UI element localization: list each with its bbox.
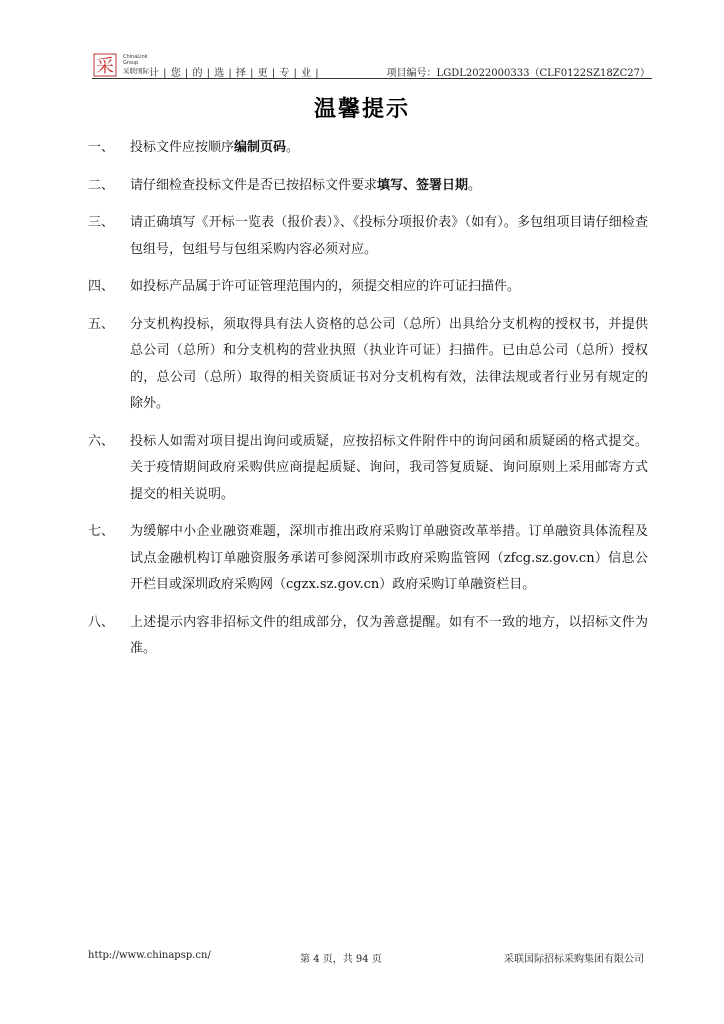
- project-number: 项目编号：LGDL2022000333（CLF0122SZ18ZC27）: [386, 68, 650, 79]
- list-item: [88, 274, 648, 301]
- list-item: [88, 210, 648, 263]
- company-logo: [92, 52, 120, 78]
- header-divider: [92, 78, 652, 79]
- list-item-text: [130, 173, 648, 200]
- footer-url: http://www.chinapsp.cn/: [88, 950, 211, 961]
- list-item-number: 六、: [88, 433, 115, 449]
- logo-glyph: 采: [96, 56, 114, 77]
- body-text: 上述提示内容非招标文件的组成部分，仅为善意提醒。如有不一致的地方，以招标文件为准。: [130, 614, 648, 656]
- logo-chinese-name: 采联国际: [123, 67, 149, 75]
- list-item: [88, 173, 648, 200]
- body-text: 请仔细检查投标文件是否已按招标文件要求: [130, 177, 378, 193]
- body-text: 请正确填写《开标一览表（报价表）》、《投标分项报价表》（如有）。多包组项目请仔细检查包组号，包组号与包组采购内容必须对应。: [130, 215, 648, 257]
- list-item-text: [130, 210, 648, 263]
- page-header: [92, 52, 652, 80]
- list-item: [88, 519, 648, 599]
- list-item-number: 二、: [88, 177, 115, 193]
- list-item-text: [130, 274, 648, 301]
- page-footer: [88, 950, 648, 966]
- list-item-text: [130, 610, 648, 663]
- list-item: [88, 135, 648, 162]
- body-text: 投标人如需对项目提出询问或质疑，应按招标文件附件中的询问函和质疑函的格式提交。关于疫情期间政府采购供应商提起质疑、询问，我司答复质疑、询问原则上采用邮寄方式提交的相关说明。: [130, 433, 648, 502]
- list-item-number: 五、: [88, 316, 115, 332]
- body-text: 。: [468, 177, 482, 193]
- logo-english-name: ChinaLink Group: [123, 54, 148, 66]
- body-text: 如投标产品属于许可证管理范围内的，须提交相应的许可证扫描件。: [130, 279, 521, 294]
- list-item-number: 四、: [88, 279, 115, 294]
- list-item: [88, 429, 648, 509]
- emphasis-text: 填写、签署日期: [377, 177, 469, 193]
- header-slogan: 计 | 您 | 的 | 选 | 择 | 更 | 专 | 业 |: [149, 68, 320, 79]
- list-item-number: 七、: [88, 524, 115, 539]
- footer-company: 采联国际招标采购集团有限公司: [504, 954, 644, 965]
- page-title: 温馨提示: [313, 97, 410, 122]
- list-item-text: [130, 135, 648, 162]
- body-text: 分支机构投标，须取得具有法人资格的总公司（总所）出具给分支机构的授权书，并提供总公司（总所）和分支机构的营业执照（执业许可证）扫描件。已由总公司（总所）授权的，总公司（总所）取得的相关资质证书对分支机构有效，法律法规或者行业另有规定的除外。: [130, 316, 648, 411]
- body-text: 。: [286, 140, 300, 155]
- list-item-text: [130, 429, 648, 509]
- list-item: [88, 312, 648, 418]
- footer-page-number: 第 4 页，共 94 页: [300, 954, 382, 965]
- list-item-number: 一、: [88, 140, 115, 155]
- tips-list: [88, 135, 648, 674]
- body-text: 投标文件应按顺序: [130, 140, 235, 155]
- list-item-number: 三、: [88, 215, 115, 230]
- list-item-text: [130, 519, 648, 599]
- emphasis-text: 编制页码: [234, 140, 287, 155]
- body-text: 为缓解中小企业融资难题，深圳市推出政府采购订单融资改革举措。订单融资具体流程及试点金融机构订单融资服务承诺可参阅深圳市政府采购监管网（zfcg.sz.gov.cn）信息公开栏目或深圳政府采购网（cgzx.sz.gov.cn）政府采购订单融资栏目。: [130, 524, 648, 592]
- list-item-text: [130, 312, 648, 418]
- list-item: [88, 610, 648, 663]
- list-item-number: 八、: [88, 614, 115, 630]
